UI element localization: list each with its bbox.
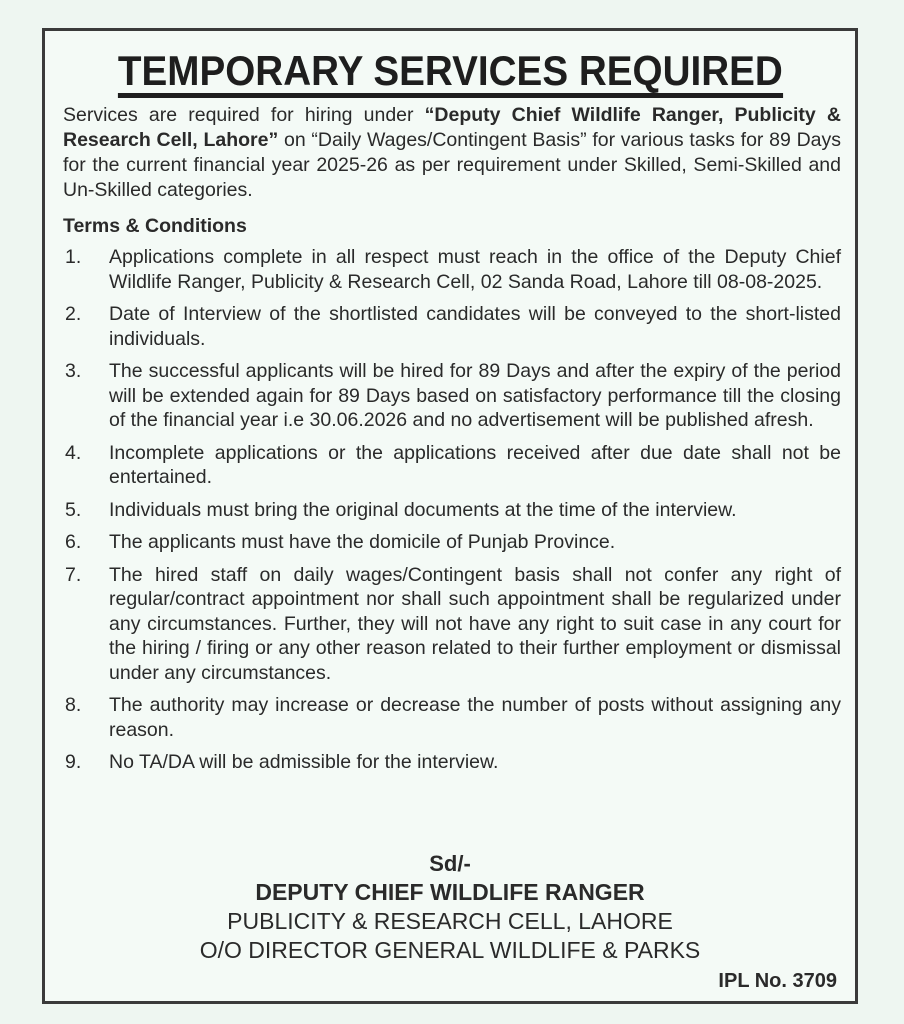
signature-sd: Sd/-	[429, 851, 471, 876]
term-item	[63, 563, 841, 686]
term-item	[63, 359, 841, 433]
term-text: The applicants must have the domicile of Punjab Province.	[109, 531, 616, 553]
term-text: Incomplete applications or the applications received after due date shall not be entertained.	[109, 441, 841, 488]
term-text: Applications complete in all respect must reach in the office of the Deputy Chief Wildlife Ranger, Publicity & Research Cell, 02 Sanda Road, Lahore till 08-08-2025.	[109, 246, 841, 293]
term-number: 4.	[65, 441, 82, 464]
signatory-office: PUBLICITY & RESEARCH CELL, LAHORE	[227, 908, 673, 934]
term-number: 1.	[65, 246, 82, 268]
term-item	[63, 498, 841, 523]
term-number: 3.	[65, 360, 82, 382]
terms-heading: Terms & Conditions	[63, 215, 247, 237]
intro-office-name: “Deputy Chief Wildlife Ranger, Publicity & Research Cell, Lahore”	[63, 104, 841, 151]
term-item	[63, 441, 841, 490]
term-number: 8.	[65, 694, 82, 716]
term-item	[63, 530, 841, 555]
intro-paragraph	[63, 103, 841, 203]
term-item	[63, 750, 841, 775]
term-number: 2.	[65, 303, 82, 325]
term-text: The authority may increase or decrease the number of posts without assigning any reason.	[109, 694, 841, 741]
term-number: 5.	[65, 498, 82, 521]
ipl-number: IPL No. 3709	[718, 970, 837, 992]
term-text: Individuals must bring the original documents at the time of the interview.	[109, 498, 737, 521]
term-text: The hired staff on daily wages/Contingent basis shall not confer any right of regular/contract appointment nor shall such appointment shall be regularized under any circumstances. Further, they will not have any right to suit case in any court for the hiring / firing or any other reason related to their further employment or dismissal under any circumstances.	[109, 563, 841, 684]
signatory-department: O/O DIRECTOR GENERAL WILDLIFE & PARKS	[199, 937, 701, 963]
terms-list	[63, 245, 841, 783]
term-text: No TA/DA will be admissible for the interview.	[109, 751, 499, 773]
signature-block	[45, 849, 855, 965]
term-item	[63, 693, 841, 742]
intro-part-1: Services are required for hiring under	[63, 104, 425, 126]
term-number: 9.	[65, 751, 82, 773]
term-number: 7.	[65, 563, 82, 586]
notice-title	[45, 45, 855, 98]
term-number: 6.	[65, 531, 82, 553]
term-text: Date of Interview of the shortlisted candidates will be conveyed to the short-listed individuals.	[109, 303, 841, 350]
term-item	[63, 302, 841, 351]
signatory-rank: DEPUTY CHIEF WILDLIFE RANGER	[255, 879, 645, 905]
advertisement-frame	[42, 28, 858, 1004]
term-item	[63, 245, 841, 294]
term-text: The successful applicants will be hired for 89 Days and after the expiry of the period will be extended again for 89 Days based on satisfactory performance till the closing of the financial year i.e 30.06.2026 and no advertisement will be published afresh.	[109, 360, 841, 431]
intro-part-2: on “Daily Wages/Contingent Basis” for various tasks for 89 Days for the current financial year 2025-26 as per requirement under Skilled, Semi-Skilled and Un-Skilled categories.	[63, 129, 841, 201]
notice-title-text: TEMPORARY SERVICES REQUIRED	[118, 49, 783, 98]
